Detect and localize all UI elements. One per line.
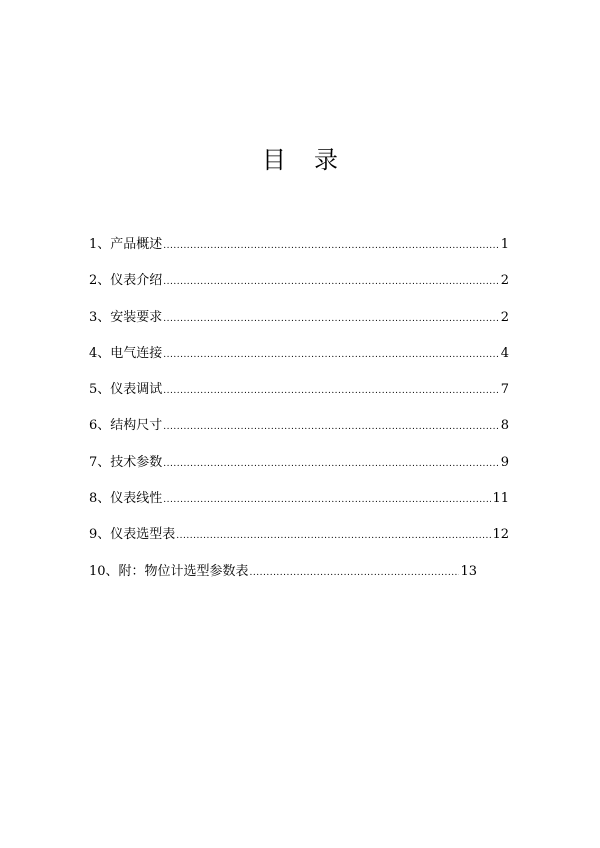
toc-entry-4[interactable]: [89, 342, 509, 378]
toc-leader-dots: [163, 422, 499, 432]
toc-entry-2[interactable]: [89, 269, 509, 305]
toc-page-number: 4: [500, 345, 509, 361]
toc-leader-dots: [163, 459, 499, 469]
toc-leader-dots: [163, 495, 491, 505]
toc-page-number: 7: [500, 382, 509, 398]
toc-page-number: 11: [492, 491, 509, 507]
toc-leader-dots: [176, 531, 491, 541]
table-of-contents: [89, 233, 509, 596]
toc-leader-dots: [163, 314, 499, 324]
toc-leader-dots: [163, 386, 499, 396]
toc-leader-dots: [163, 350, 499, 360]
toc-entry-7[interactable]: [89, 451, 509, 487]
toc-entry-9[interactable]: [89, 523, 509, 559]
toc-leader-dots: [250, 568, 460, 578]
toc-entry-label: 7、技术参数: [89, 454, 163, 470]
toc-entry-8[interactable]: [89, 487, 509, 523]
toc-entry-label: 6、结构尺寸: [89, 418, 163, 434]
toc-entry-6[interactable]: [89, 414, 509, 450]
toc-entry-label: 3、安装要求: [89, 309, 163, 325]
toc-entry-label: 1、产品概述: [89, 237, 163, 252]
toc-page-number: 2: [500, 309, 509, 325]
toc-page-number: 1: [500, 237, 509, 252]
toc-page-number: 12: [492, 527, 509, 543]
toc-entry-label: 4、电气连接: [89, 345, 163, 361]
toc-entry-10[interactable]: [89, 560, 477, 596]
toc-entry-label: 5、仪表调试: [89, 382, 163, 398]
toc-entry-3[interactable]: [89, 306, 509, 342]
toc-entry-5[interactable]: [89, 378, 509, 414]
page-title: 目录: [262, 146, 366, 174]
toc-page-number: 8: [500, 418, 509, 434]
toc-page-number: 13: [460, 563, 477, 579]
toc-leader-dots: [163, 277, 499, 287]
toc-entry-label: 9、仪表选型表: [89, 527, 176, 543]
toc-leader-dots: [163, 241, 499, 251]
toc-entry-label: 2、仪表介绍: [89, 273, 163, 289]
toc-page-number: 2: [500, 273, 509, 289]
toc-entry-label: 8、仪表线性: [89, 491, 163, 507]
toc-entry-label: 10、附：物位计选型参数表: [89, 563, 249, 579]
toc-entry-1[interactable]: [89, 233, 509, 269]
toc-page-number: 9: [500, 454, 509, 470]
